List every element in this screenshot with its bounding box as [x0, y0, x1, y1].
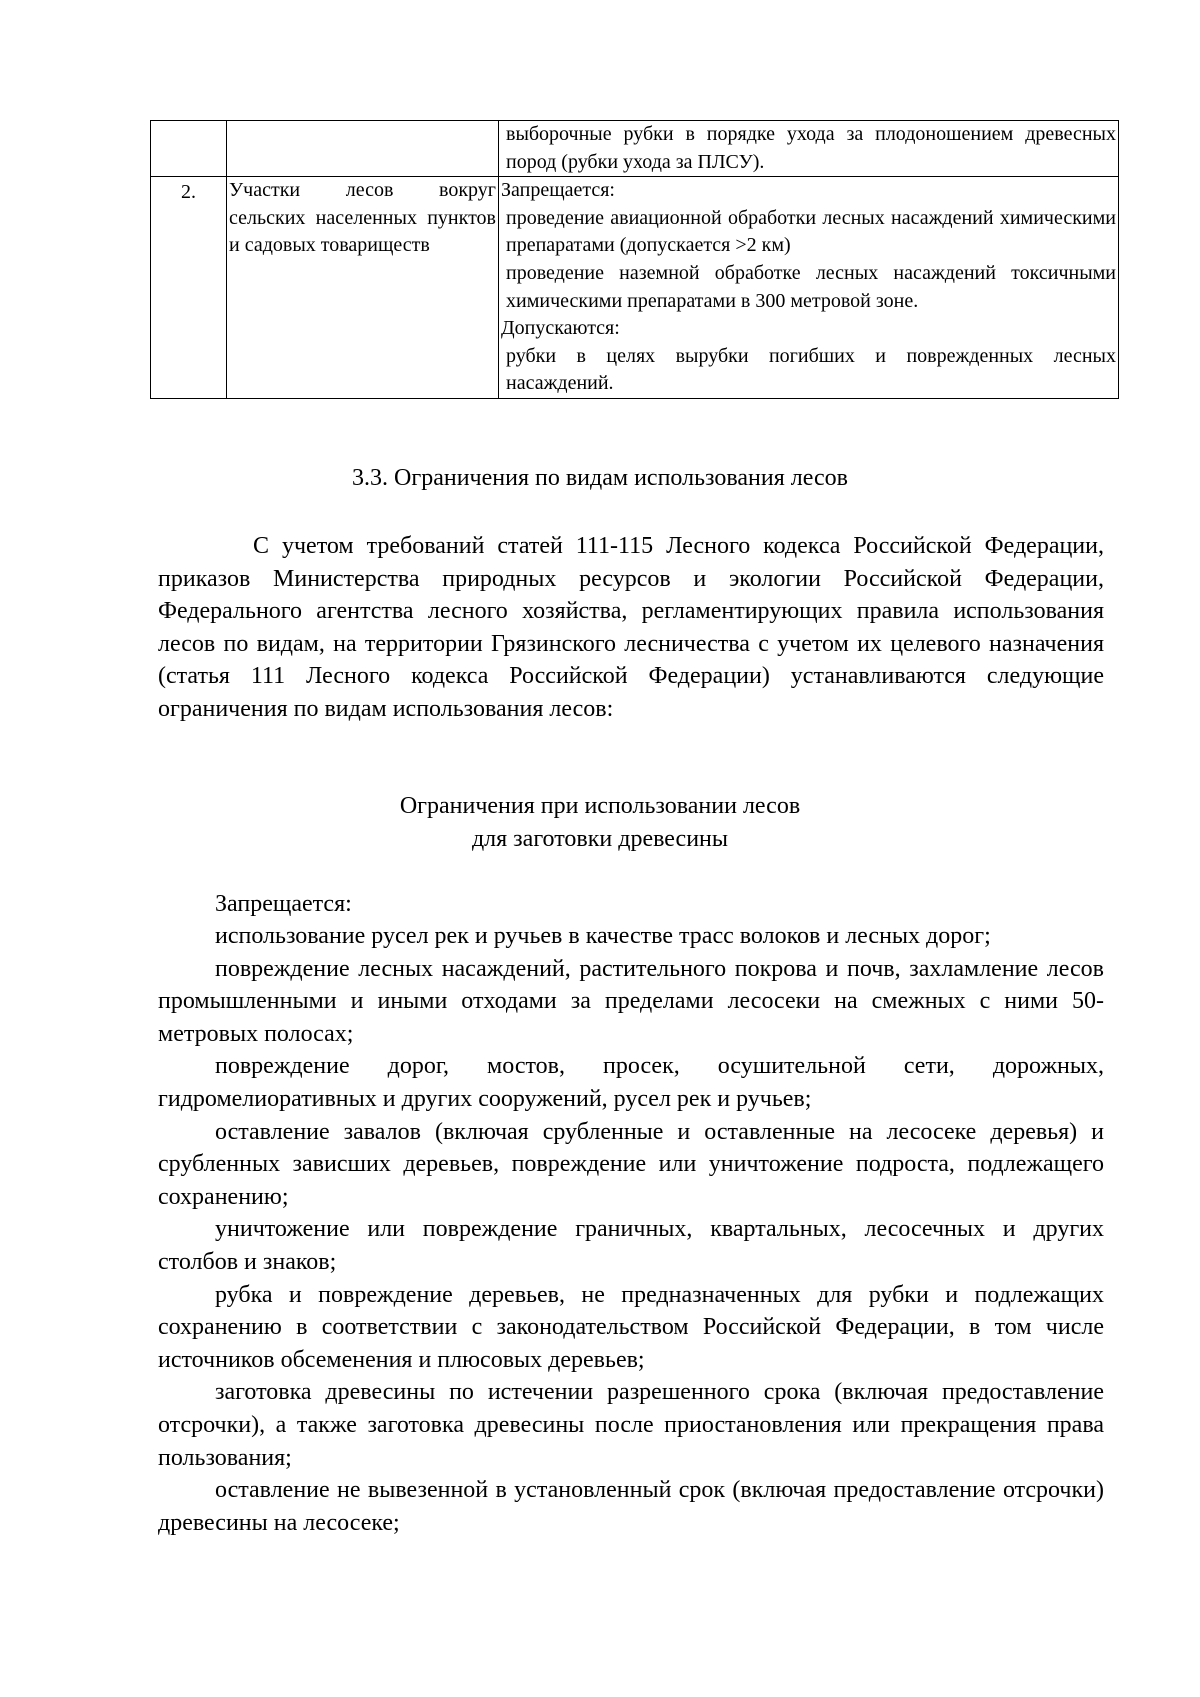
subheading-line: для заготовки древесины: [471, 825, 729, 852]
prohibited-list: [158, 920, 1104, 1539]
subheading-line: Ограничения при использовании лесов: [399, 793, 801, 819]
table-cell-area: [227, 121, 499, 177]
list-item: оставление завалов (включая срубленные и оставленные на лесосеке деревья) и срубленных зависших деревьев, повреждение или уничтожение подроста, подлежащего сохранению;: [158, 1118, 1104, 1210]
rule-text: выборочные рубки в порядке ухода за плодоношением древесных пород (рубки ухода за ПЛСУ).: [506, 123, 1116, 173]
prohibited-label: Запрещается:: [215, 891, 352, 917]
subheading: [0, 790, 1200, 855]
list-item: рубка и повреждение деревьев, не предназначенных для рубки и подлежащих сохранению в соответствии с законодательством Российской Федерации, в том числе источников обсеменения и плюсовых деревьев;: [158, 1281, 1104, 1373]
table-cell-area: Участки лесов вокруг сельских населенных пунктов и садовых товариществ: [227, 177, 499, 399]
intro-paragraph: С учетом требований статей 111-115 Лесного кодекса Российской Федерации, приказов Министерства природных ресурсов и экологии Российской Федерации, Федерального агентства лесного хозяйства, регламентирующих правила использования лесов по видам, на территории Грязинского лесничества с учетом их целевого назначения (статья 111 Лесного кодекса Российской Федерации) устанавливаются следующие ограничения по видам использования лесов:: [158, 533, 1104, 722]
prohibited-label: Запрещается:: [501, 179, 615, 202]
allowed-label: Допускаются:: [501, 317, 620, 340]
table-row: [151, 177, 1119, 399]
list-item: оставление не вывезенной в установленный срок (включая предоставление отсрочки) древесины на лесосеке;: [158, 1477, 1104, 1536]
list-item: заготовка древесины по истечении разрешенного срока (включая предоставление отсрочки), а также заготовка древесины после приостановления или прекращения права пользования;: [158, 1379, 1104, 1471]
list-item: уничтожение или повреждение граничных, квартальных, лесосечных и других столбов и знаков;: [158, 1216, 1104, 1275]
table-row: [151, 121, 1119, 177]
allowed-item: рубки в целях вырубки погибших и поврежденных лесных насаждений.: [506, 344, 1116, 395]
list-item: повреждение дорог, мостов, просек, осушительной сети, дорожных, гидромелиоративных и других сооружений, русел рек и ручьев;: [158, 1053, 1104, 1112]
list-item: повреждение лесных насаждений, растительного покрова и почв, захламление лесов промышленными и иными отходами за пределами лесосеки на смежных с ними 50-метровых полосах;: [158, 955, 1104, 1047]
table-cell-rules: [499, 121, 1119, 177]
table-cell-rules: [499, 177, 1119, 399]
section-heading: 3.3. Ограничения по видам использования лесов: [352, 465, 848, 491]
list-item: использование русел рек и ручьев в качестве трасс волоков и лесных дорог;: [215, 923, 991, 949]
table-cell-number: 2.: [151, 177, 227, 399]
prohibited-item: проведение наземной обработке лесных насаждений токсичными химическими препаратами в 300 метровой зоне.: [506, 261, 1116, 312]
prohibited-item: проведение авиационной обработки лесных насаждений химическими препаратами (допускается >2 км): [506, 206, 1116, 257]
table-cell-number: [151, 121, 227, 177]
restrictions-table: [150, 120, 1119, 399]
